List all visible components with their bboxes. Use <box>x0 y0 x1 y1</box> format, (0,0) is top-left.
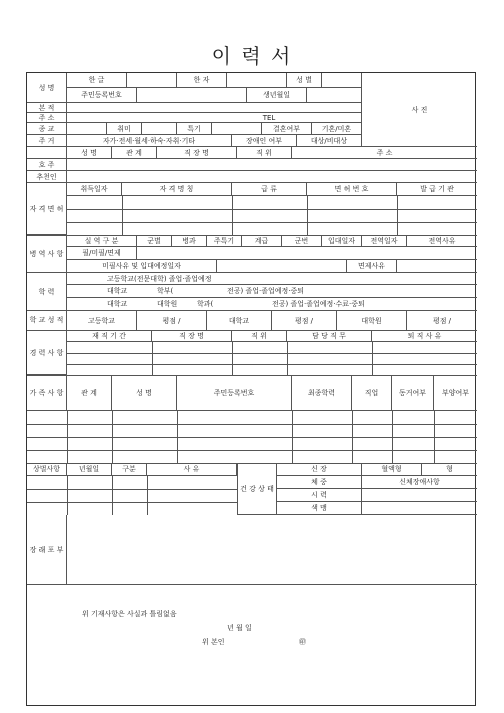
rewards-label: 상벌사항 <box>27 463 67 476</box>
family-col-4: 직업 <box>352 375 392 411</box>
address-label: 주 소 <box>27 113 67 123</box>
health-color-field[interactable] <box>362 502 477 515</box>
referrer-field[interactable] <box>67 171 477 183</box>
military-col-1: 군별 <box>137 235 172 247</box>
career-reason: 퇴 직 사 유 <box>372 331 477 342</box>
health-eyes: 시 력 <box>277 489 362 502</box>
footer-statement: 위 기재사항은 사실과 틀림없음 <box>82 610 177 618</box>
edu-row-3a: 대학교 <box>107 300 128 308</box>
birth-label: 생년월일 <box>247 88 307 103</box>
hobby-label: 취미 <box>107 123 142 135</box>
edu-row-3d: 전공) 졸업·졸업예정·수료·중퇴 <box>272 300 365 308</box>
hanja-field[interactable] <box>227 73 287 88</box>
health-blood: 혈액형 <box>362 463 422 476</box>
birth-field[interactable] <box>307 88 362 103</box>
referrer-label: 추천인 <box>27 171 67 183</box>
military-exempt-field[interactable] <box>397 260 477 273</box>
fh-address: 주 소 <box>292 147 477 159</box>
career-company: 직 장 명 <box>152 331 232 342</box>
disabled-label: 장애인 여부 <box>232 135 297 147</box>
career-label: 경 력 사 항 <box>27 331 67 375</box>
page-title: 이 력 서 <box>211 44 293 68</box>
hangul-field[interactable] <box>127 73 177 88</box>
military-unserved[interactable]: 필/미필/면제 <box>67 247 137 260</box>
health-body: 신체장애사항 <box>362 476 477 489</box>
health-color: 색 맹 <box>277 502 362 515</box>
rewards-type: 구분 <box>112 463 147 476</box>
address-field[interactable] <box>67 113 362 123</box>
resume-form <box>26 72 476 706</box>
fh-position: 직 위 <box>237 147 292 159</box>
family-label: 가 족 사 항 <box>27 375 67 411</box>
blank-cell <box>27 147 67 159</box>
grades-grad: 대학원 <box>337 311 407 331</box>
edu-row-3c: 학과( <box>197 300 214 308</box>
military-col-2: 병과 <box>172 235 207 247</box>
grades-high: 고등학교 <box>67 311 137 331</box>
rrn-label: 주민등록번호 <box>67 88 137 103</box>
talent-label: 특기 <box>177 123 212 135</box>
married-label: 결혼여부 <box>262 123 312 135</box>
military-col-5: 군번 <box>282 235 322 247</box>
gender-label: 성 별 <box>287 73 322 88</box>
rewards-reason: 사 유 <box>147 463 237 476</box>
health-weight: 체 중 <box>277 476 362 489</box>
plan-label: 장 래 포 부 <box>27 515 67 585</box>
footer-date[interactable]: 년 월 일 <box>227 624 252 632</box>
plan-field[interactable] <box>67 515 477 585</box>
military-col-6: 입대일자 <box>322 235 362 247</box>
hanja-label: 한 자 <box>177 73 227 88</box>
career-position: 직 위 <box>232 331 287 342</box>
head-field[interactable] <box>67 159 477 171</box>
education-label: 학 력 <box>27 273 67 311</box>
housing-label: 주 거 <box>27 135 67 147</box>
military-reason: 미필사유 및 입대예정일자 <box>67 260 217 273</box>
rrn-field[interactable] <box>137 88 247 103</box>
family-col-2: 주민등록번호 <box>177 375 292 411</box>
family-col-1: 성 명 <box>112 375 177 411</box>
military-col-3: 주특기 <box>207 235 242 247</box>
edu-row-2a: 대학교 <box>107 287 128 295</box>
name-label: 성 명 <box>27 73 67 103</box>
license-issuer: 발 급 기 관 <box>397 183 477 196</box>
grades-avg-3[interactable]: 평점 / <box>407 311 477 331</box>
fh-name: 성 명 <box>67 147 112 159</box>
origin-field[interactable] <box>67 103 362 113</box>
edu-row-2[interactable] <box>67 285 477 298</box>
grades-avg-2[interactable]: 평점 / <box>272 311 337 331</box>
license-label: 자 격 면 허 <box>27 183 67 235</box>
edu-row-1[interactable]: 고등학교(전문대학) 졸업·졸업예정 <box>67 273 477 285</box>
edu-row-2c: 전공) 졸업·졸업예정·중퇴 <box>227 287 305 295</box>
grades-univ: 대학교 <box>207 311 272 331</box>
edu-row-2b: 학부( <box>157 287 174 295</box>
military-row-field[interactable] <box>137 247 477 260</box>
license-date: 취득일자 <box>67 183 122 196</box>
housing-options[interactable]: 자가·전세·월세·하숙·자취·기타 <box>67 135 232 147</box>
edu-row-3b: 대학원 <box>157 300 178 308</box>
fh-relation: 관 계 <box>112 147 157 159</box>
hobby-field[interactable] <box>142 123 177 135</box>
license-number: 면 허 번 호 <box>307 183 397 196</box>
head-label: 호 주 <box>27 159 67 171</box>
married-options[interactable]: 기혼/미혼 <box>312 123 362 135</box>
license-grade: 급 류 <box>232 183 307 196</box>
family-col-5: 동거여부 <box>392 375 434 411</box>
talent-field[interactable] <box>212 123 262 135</box>
family-col-3: 최종학력 <box>292 375 352 411</box>
license-name: 자 격 명 칭 <box>122 183 232 196</box>
military-col-8: 전역사유 <box>407 235 477 247</box>
career-period: 재 직 기 간 <box>67 331 152 342</box>
hangul-label: 한 글 <box>67 73 127 88</box>
religion-field[interactable] <box>67 123 107 135</box>
family-col-6: 부양여부 <box>434 375 477 411</box>
edu-row-3[interactable] <box>67 298 477 311</box>
seal-icon: ㊞ <box>299 638 306 646</box>
religion-label: 종 교 <box>27 123 67 135</box>
military-reason-field[interactable] <box>217 260 347 273</box>
origin-label: 본 적 <box>27 103 67 113</box>
grades-label: 학 교 성 적 <box>27 311 67 331</box>
health-label: 건 강 상 태 <box>237 463 277 515</box>
health-blood-unit[interactable]: 형 <box>422 463 477 476</box>
military-exempt: 면제사유 <box>347 260 397 273</box>
footer-signer: 위 본인 <box>202 638 225 646</box>
photo-label: 사 진 <box>411 105 428 114</box>
family-col-0: 관 계 <box>67 375 112 411</box>
disabled-options[interactable]: 대상/비대상 <box>297 135 362 147</box>
military-col-0: 실 역 구 분 <box>67 235 137 247</box>
grades-avg-1[interactable]: 평점 / <box>137 311 207 331</box>
gender-field[interactable] <box>322 73 362 88</box>
rewards-date: 년월일 <box>67 463 112 476</box>
health-height: 신 장 <box>277 463 362 476</box>
fh-workplace: 직 장 명 <box>157 147 237 159</box>
tel-label: TEL <box>262 113 276 122</box>
health-eyes-field[interactable] <box>362 489 477 502</box>
military-label: 병 역 사 항 <box>27 235 67 273</box>
military-col-4: 계급 <box>242 235 282 247</box>
military-col-7: 전역일자 <box>362 235 407 247</box>
career-duty: 담 당 직 무 <box>287 331 372 342</box>
photo-box[interactable] <box>362 73 477 147</box>
